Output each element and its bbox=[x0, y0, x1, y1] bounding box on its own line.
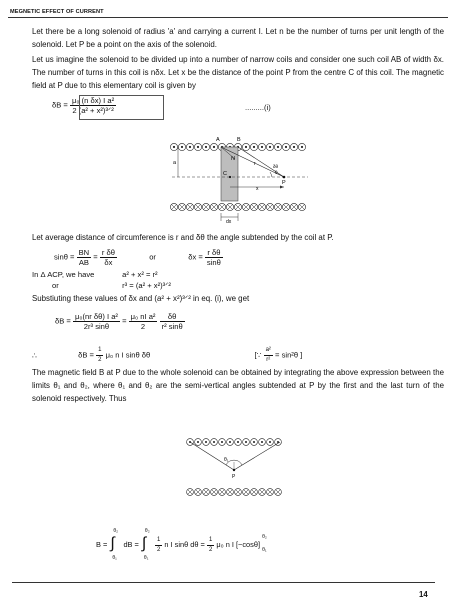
turn-dot bbox=[253, 441, 255, 443]
eq5-tail: = sin²θ ] bbox=[275, 350, 303, 360]
turn-dot bbox=[261, 146, 263, 148]
turn-dot bbox=[269, 146, 271, 148]
eq4-den3: r² sinθ bbox=[161, 322, 183, 331]
label-p-2: P bbox=[232, 474, 236, 480]
header-rule bbox=[8, 17, 448, 18]
int1-lower: θ₁ bbox=[112, 555, 117, 561]
turn-dot bbox=[181, 146, 183, 148]
eq2-num1: BN bbox=[78, 248, 90, 257]
label-b-top: B bbox=[237, 137, 241, 143]
eq3-expr-1: a² + x² = r² bbox=[122, 270, 158, 279]
integral-1 bbox=[109, 530, 121, 560]
turn-dot bbox=[269, 441, 271, 443]
eq2-or: or bbox=[149, 252, 156, 262]
eq2-den1: AB bbox=[78, 258, 89, 267]
eq4-den1: 2r³ sinθ bbox=[83, 322, 110, 331]
turn-dot bbox=[205, 146, 207, 148]
turn-dot bbox=[237, 441, 239, 443]
eq3-lead-2: or bbox=[52, 281, 59, 290]
eq4-lhs: δB = bbox=[55, 316, 71, 326]
eq6-half-den: 2 bbox=[156, 546, 161, 553]
label-c: C bbox=[223, 171, 227, 177]
turn-dot bbox=[189, 146, 191, 148]
solenoid-bottom-turns bbox=[170, 203, 305, 210]
equation-3-line-2 bbox=[52, 281, 171, 290]
page-header-title: MEGNETIC EFFECT OF CURRENT bbox=[10, 9, 104, 15]
eq4-num2: μ₀ nI a² bbox=[130, 312, 156, 321]
point-p-2 bbox=[233, 469, 235, 471]
paragraph-substituting: Substiuting these values of δx and (a² + x²)³ᐟ² in eq. (i), we get bbox=[32, 294, 250, 303]
integral-2 bbox=[141, 530, 153, 560]
turn-dot bbox=[213, 146, 215, 148]
turn-dot bbox=[221, 441, 223, 443]
label-theta: θ bbox=[275, 170, 278, 175]
paragraph-coil: Let us imagine the solenoid to be divided up into a number of narrow coils and consider one such coil AB of width δx. The number of turns in this coil is nδx. Let x be the distance of the point P from the centre C of this coil. The magnetic field at P due to this elementary coil is given by bbox=[32, 55, 444, 91]
eq6-term1: dB = bbox=[123, 539, 139, 549]
turn-dot bbox=[261, 441, 263, 443]
turn-dot bbox=[277, 146, 279, 148]
turn-dot bbox=[245, 441, 247, 443]
solenoid-figure-2 bbox=[182, 430, 292, 502]
turn-dot bbox=[213, 441, 215, 443]
eval-upper: θ₂ bbox=[262, 534, 267, 540]
eq2-equals: = bbox=[93, 252, 98, 262]
eq2-lhs: sinθ = bbox=[54, 252, 75, 262]
line-first-turn-to-p bbox=[190, 442, 234, 470]
integral-sign-2: ∫ bbox=[141, 535, 147, 552]
eq3-expr-2: r³ = (a² + x²)³ᐟ² bbox=[122, 281, 171, 290]
turn-dot bbox=[245, 146, 247, 148]
label-a-side: a bbox=[173, 160, 177, 166]
eq6-term2: n I sinθ dθ = bbox=[164, 539, 205, 549]
label-dtheta: δθ bbox=[273, 164, 279, 169]
paragraph-intro: Let there be a long solenoid of radius 'a' and carrying a current I. Let n be the number of turns per unit length of the solenoid. Let P be a point on the axis of the solenoid. bbox=[32, 27, 444, 50]
page-number: 14 bbox=[419, 590, 428, 599]
turn-dot bbox=[197, 146, 199, 148]
turn-dot bbox=[205, 441, 207, 443]
turn-dot bbox=[301, 146, 303, 148]
eq2-den2: δx bbox=[104, 258, 113, 267]
label-theta1: θ₁ bbox=[224, 457, 229, 463]
eq2-num2: r δθ bbox=[101, 248, 115, 257]
eq2-den3: sinθ bbox=[206, 258, 221, 267]
equation-2 bbox=[54, 248, 223, 267]
eq5-half-num: 1 bbox=[96, 346, 103, 356]
eq6-lhs: B = bbox=[96, 539, 108, 549]
eq6-half2-den: 2 bbox=[208, 546, 213, 553]
eq5-rhs: μ₀ n I sinθ δθ bbox=[105, 350, 151, 360]
line-last-turn-to-p bbox=[234, 442, 280, 470]
turn-dot bbox=[293, 146, 295, 148]
equation-4: δB = $\frac{\text{μ₀(nr δθ) I a²}}{\text{2r³ sinθ}}$ = $\frac{\text{μ₀ nI a²}}{2}$ $\frac{\delta\theta}{\text{r² sinθ}}$ bbox=[55, 312, 183, 331]
label-x: x bbox=[256, 186, 259, 192]
solenoid-2-bottom-turns bbox=[187, 489, 282, 496]
point-c bbox=[229, 176, 231, 178]
eq4-num1: μ₀(nr δθ) I a² bbox=[74, 312, 118, 321]
paragraph-average-distance: Let average distance of circumference is r and δθ the angle subtended by the coil at P. bbox=[32, 233, 334, 242]
eq3-lead-1: In Δ ACP, we have bbox=[32, 270, 95, 279]
eq2-num3: r δθ bbox=[205, 248, 223, 258]
eq1-denominator: 2 (a² + x²)³ᐟ² bbox=[72, 106, 114, 115]
point-p bbox=[283, 176, 286, 179]
eq5-frac-den: r² bbox=[266, 357, 271, 363]
eq5-half-den: 2 bbox=[98, 357, 102, 363]
eq4-num3: δθ bbox=[160, 312, 185, 322]
equation-6 bbox=[96, 530, 272, 560]
eq5-therefore: ∴ bbox=[32, 350, 37, 360]
paragraph-whole-solenoid: The magnetic field B at P due to the whole solenoid can be obtained by integrating the above expression between the limits θ₁ and θ₂, where θ₁ and θ₂ are the semi-vertical angles subtended at P by the first and the last turn of the solenoid respectively. Thus bbox=[32, 368, 444, 404]
equation-3-line-1 bbox=[32, 270, 158, 279]
turn-dot bbox=[253, 146, 255, 148]
footer-rule bbox=[12, 582, 435, 583]
int2-lower: θ₁ bbox=[143, 555, 149, 561]
eval-lower: θ₁ bbox=[262, 547, 267, 553]
eq6-half2-num: 1 bbox=[207, 536, 214, 546]
label-dx: dx bbox=[226, 219, 232, 225]
label-n: N bbox=[231, 156, 235, 162]
label-p: P bbox=[282, 180, 286, 186]
int1-upper: θ₂ bbox=[113, 528, 119, 534]
solenoid-figure-1 bbox=[170, 133, 310, 228]
eq4-den2: 2 bbox=[140, 322, 146, 331]
turn-dot bbox=[173, 146, 175, 148]
eq5-lhs: δB = bbox=[78, 350, 94, 360]
integral-sign-1: ∫ bbox=[110, 535, 115, 552]
turn-dot bbox=[285, 146, 287, 148]
turn-dot bbox=[197, 441, 199, 443]
equation-5 bbox=[32, 346, 302, 365]
int2-upper: θ₂ bbox=[144, 528, 150, 534]
eq1-tag: .........(i) bbox=[245, 103, 271, 112]
angle-arc bbox=[270, 172, 272, 177]
eq2-lhs2: δx = bbox=[188, 252, 203, 262]
eq6-term3: μ₀ n I [−cosθ] bbox=[216, 539, 261, 549]
turn-dot bbox=[229, 441, 231, 443]
label-r: r bbox=[254, 161, 256, 167]
eq5-because: [∵ bbox=[254, 350, 262, 360]
eval-limits bbox=[262, 534, 272, 556]
eq1-box bbox=[79, 95, 164, 120]
eq5-frac-num: a² bbox=[264, 346, 273, 356]
eq1-numerator: μ₀ (n δx) I a² bbox=[71, 96, 115, 105]
label-a-top: A bbox=[216, 137, 220, 143]
solenoid-2-top-turns bbox=[187, 439, 282, 446]
eq1-lhs: δB = bbox=[52, 100, 68, 110]
eq6-half-num: 1 bbox=[155, 536, 162, 546]
